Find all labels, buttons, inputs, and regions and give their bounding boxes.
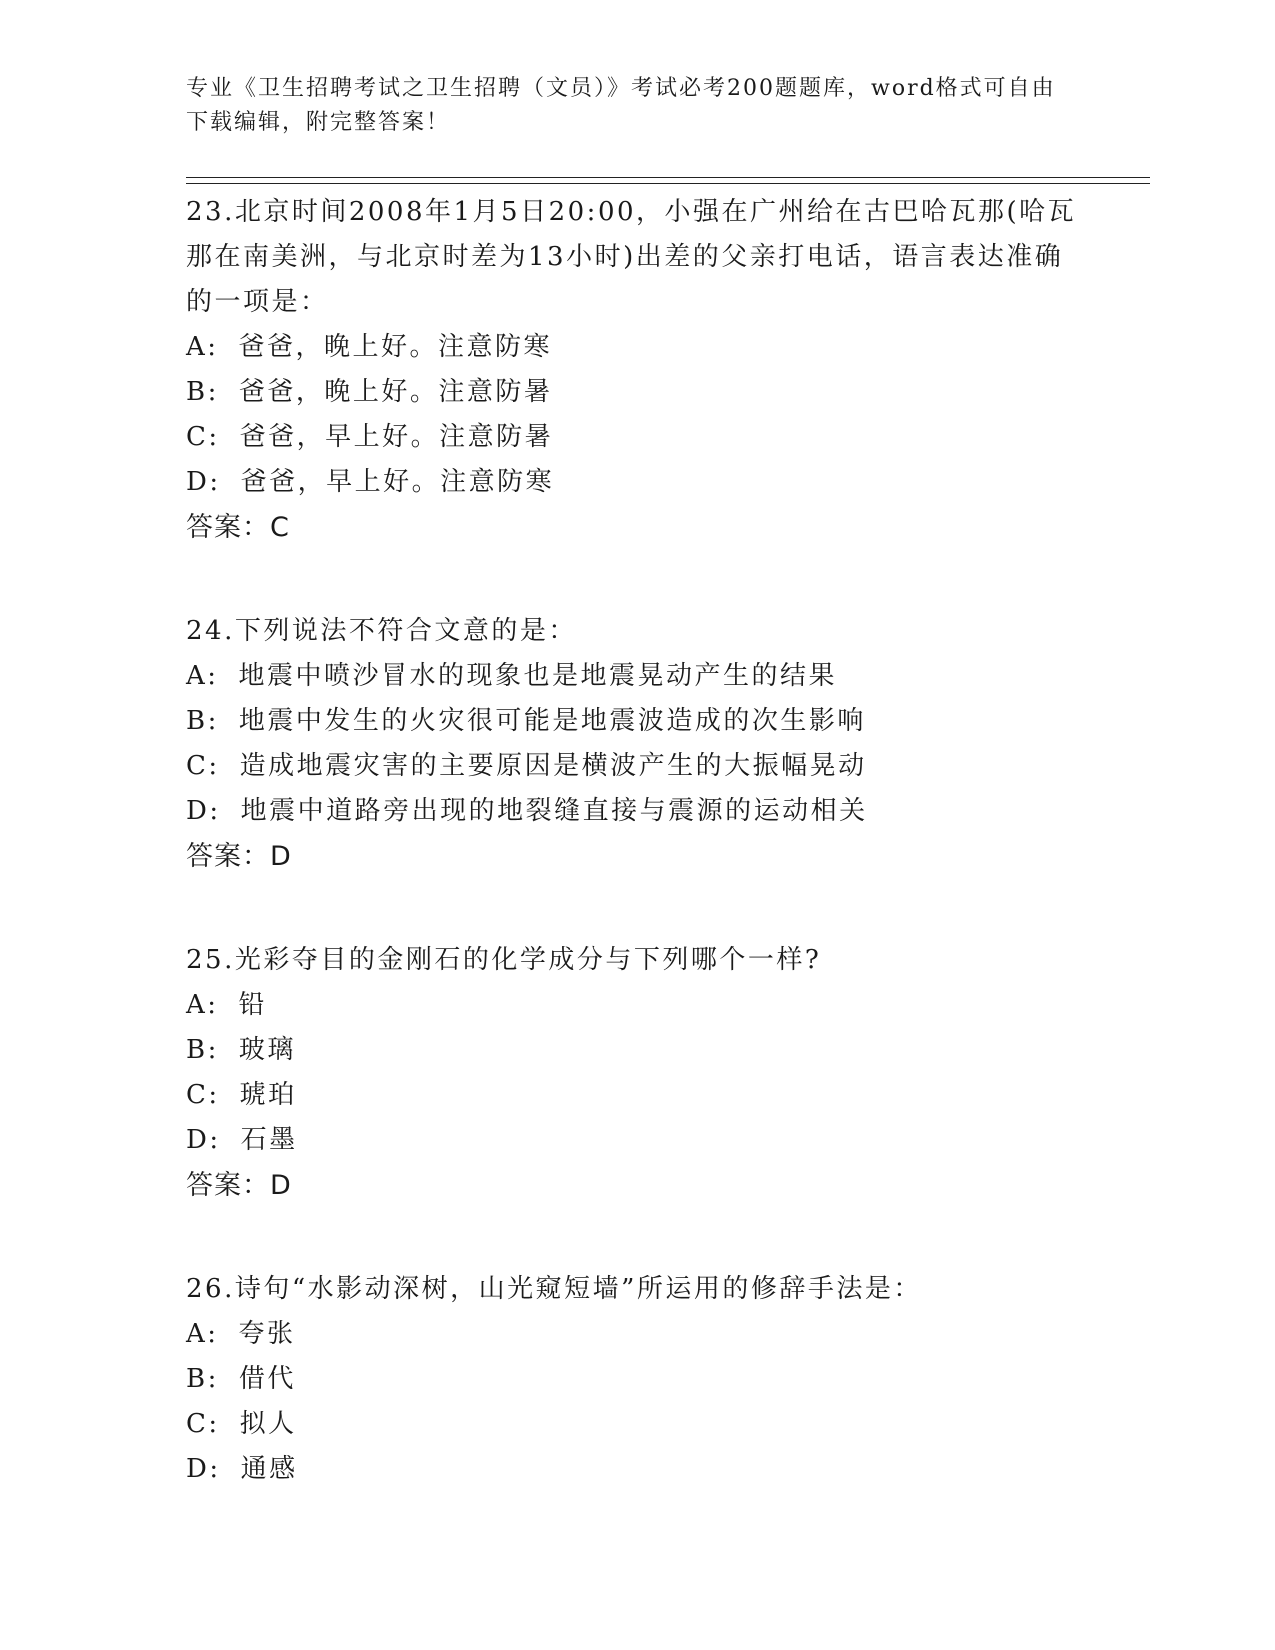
option-a xyxy=(186,325,1086,370)
option-text: 爸爸，晚上好。注意防寒 xyxy=(238,332,553,362)
header-note: 专业《卫生招聘考试之卫生招聘（文员）》考试必考200题题库，word格式可自由下载编辑，附完整答案！ xyxy=(186,76,1056,135)
option-text: 琥珀 xyxy=(239,1080,297,1110)
option-d xyxy=(186,1447,1086,1492)
option-key: C: xyxy=(186,1080,220,1110)
question-text: 23.北京时间2008年1月5日20:00，小强在广州给在古巴哈瓦那(哈瓦那在南美洲，与北京时差为13小时)出差的父亲打电话，语言表达准确的一项是： xyxy=(186,197,1077,317)
option-key: D: xyxy=(186,796,221,826)
option-text: 爸爸，晚上好。注意防暑 xyxy=(238,377,553,407)
option-d xyxy=(186,460,1086,505)
option-key: B: xyxy=(186,706,219,736)
option-b xyxy=(186,699,1086,744)
option-key: B: xyxy=(186,1035,219,1065)
option-text: 铅 xyxy=(238,990,268,1020)
option-key: C: xyxy=(186,1409,220,1439)
question-23 xyxy=(186,190,1086,551)
header-rule-bottom xyxy=(186,183,1150,184)
answer-text: 答案：D xyxy=(186,1170,292,1201)
option-a xyxy=(186,1312,1086,1357)
option-d xyxy=(186,1118,1086,1163)
option-key: B: xyxy=(186,377,219,407)
option-key: D: xyxy=(186,1125,221,1155)
option-key: A: xyxy=(186,990,219,1020)
option-b xyxy=(186,1357,1086,1402)
question-25 xyxy=(186,938,1086,1209)
option-key: A: xyxy=(186,661,219,691)
option-text: 通感 xyxy=(240,1454,298,1484)
option-text: 地震中道路旁出现的地裂缝直接与震源的运动相关 xyxy=(240,796,868,826)
option-key: A: xyxy=(186,1319,219,1349)
option-a xyxy=(186,983,1086,1028)
option-text: 爸爸，早上好。注意防寒 xyxy=(240,467,555,497)
question-26 xyxy=(186,1267,1086,1492)
option-text: 爸爸，早上好。注意防暑 xyxy=(239,422,554,452)
option-a xyxy=(186,654,1086,699)
option-key: B: xyxy=(186,1364,219,1394)
option-text: 石墨 xyxy=(240,1125,298,1155)
question-24 xyxy=(186,609,1086,880)
option-c xyxy=(186,415,1086,460)
question-text: 24.下列说法不符合文意的是： xyxy=(186,616,577,646)
option-c xyxy=(186,744,1086,789)
option-text: 玻璃 xyxy=(238,1035,296,1065)
option-key: A: xyxy=(186,332,219,362)
question-text: 25.光彩夺目的金刚石的化学成分与下列哪个一样? xyxy=(186,945,822,975)
answer-text: 答案：D xyxy=(186,841,292,872)
question-list xyxy=(186,190,1086,1492)
header-rule-top xyxy=(186,177,1150,178)
option-c xyxy=(186,1402,1086,1447)
answer-text: 答案：C xyxy=(186,512,290,543)
option-b xyxy=(186,370,1086,415)
option-text: 借代 xyxy=(238,1364,296,1394)
option-text: 夸张 xyxy=(238,1319,296,1349)
option-text: 拟人 xyxy=(239,1409,297,1439)
option-key: D: xyxy=(186,467,221,497)
option-d xyxy=(186,789,1086,834)
option-text: 地震中喷沙冒水的现象也是地震晃动产生的结果 xyxy=(238,661,838,691)
option-text: 造成地震灾害的主要原因是横波产生的大振幅晃动 xyxy=(239,751,867,781)
option-key: C: xyxy=(186,422,220,452)
option-text: 地震中发生的火灾很可能是地震波造成的次生影响 xyxy=(238,706,866,736)
option-key: C: xyxy=(186,751,220,781)
question-text: 26.诗句“水影动深树，山光窥短墙”所运用的修辞手法是： xyxy=(186,1274,922,1304)
option-key: D: xyxy=(186,1454,221,1484)
option-b xyxy=(186,1028,1086,1073)
option-c xyxy=(186,1073,1086,1118)
